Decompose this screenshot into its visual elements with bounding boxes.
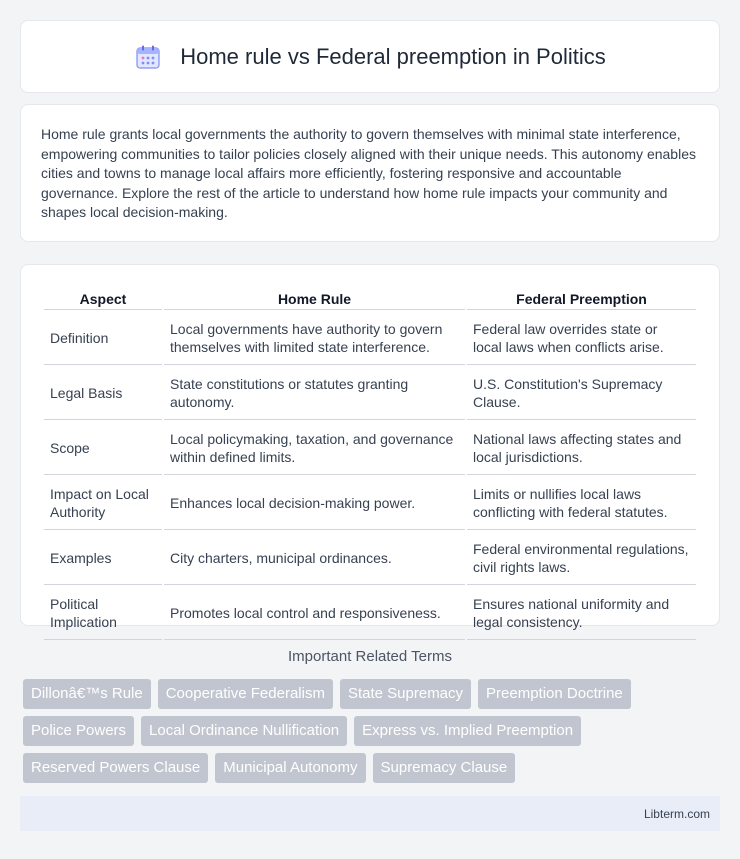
table-row <box>44 422 696 475</box>
cell-aspect: Impact on Local Authority <box>44 477 162 530</box>
title-card <box>20 20 720 93</box>
related-term-tag[interactable]: Reserved Powers Clause <box>23 753 208 783</box>
comparison-table-card <box>20 264 720 630</box>
cell-aspect: Legal Basis <box>44 367 162 420</box>
table-row <box>44 587 696 640</box>
table-row <box>44 367 696 420</box>
cell-aspect: Scope <box>44 422 162 475</box>
cell-federal-preemption: Federal law overrides state or local laws when conflicts arise. <box>467 312 696 365</box>
related-term-tag[interactable]: Local Ordinance Nullification <box>141 716 347 746</box>
related-terms-section <box>20 648 720 783</box>
table-header-row <box>44 287 696 310</box>
cell-federal-preemption: Limits or nullifies local laws conflicting with federal statutes. <box>467 477 696 530</box>
header-aspect: Aspect <box>44 287 162 310</box>
related-term-tag[interactable]: Preemption Doctrine <box>478 679 631 709</box>
cell-aspect: Examples <box>44 532 162 585</box>
cell-home-rule: Local policymaking, taxation, and governance within defined limits. <box>164 422 465 475</box>
table-row <box>44 477 696 530</box>
comparison-table <box>42 285 698 642</box>
related-term-tag[interactable]: Dillonâ€™s Rule <box>23 679 151 709</box>
cell-home-rule: Local governments have authority to govern themselves with limited state interference. <box>164 312 465 365</box>
related-term-tag[interactable]: Municipal Autonomy <box>215 753 365 783</box>
cell-home-rule: City charters, municipal ordinances. <box>164 532 465 585</box>
cell-federal-preemption: Ensures national uniformity and legal consistency. <box>467 587 696 640</box>
cell-home-rule: State constitutions or statutes granting autonomy. <box>164 367 465 420</box>
cell-aspect: Definition <box>44 312 162 365</box>
table-row <box>44 312 696 365</box>
table-row <box>44 532 696 585</box>
cell-home-rule: Promotes local control and responsiveness. <box>164 587 465 640</box>
related-term-tag[interactable]: State Supremacy <box>340 679 471 709</box>
header-federal-preemption: Federal Preemption <box>467 287 696 310</box>
intro-text: Home rule grants local governments the authority to govern themselves with minimal state interference, empowering communities to tailor policies closely aligned with their unique needs. This autonomy enables cities and towns to manage local affairs more efficiently, fostering responsive and accountable governance. Explore the rest of the article to understand how home rule impacts your community and shapes local decision-making. <box>41 126 696 221</box>
cell-federal-preemption: Federal environmental regulations, civil rights laws. <box>467 532 696 585</box>
footer-site-link[interactable]: Libterm.com <box>643 806 710 821</box>
header-home-rule: Home Rule <box>164 287 465 310</box>
related-term-tag[interactable]: Express vs. Implied Preemption <box>354 716 581 746</box>
related-term-tag[interactable]: Supremacy Clause <box>373 753 516 783</box>
related-terms-heading: Important Related Terms <box>288 648 452 665</box>
page-title: Home rule vs Federal preemption in Politics <box>180 43 606 69</box>
cell-aspect: Political Implication <box>44 587 162 640</box>
calendar-icon <box>134 43 162 71</box>
cell-federal-preemption: U.S. Constitution's Supremacy Clause. <box>467 367 696 420</box>
footer <box>20 796 720 831</box>
related-term-tag[interactable]: Police Powers <box>23 716 134 746</box>
related-terms-list <box>20 679 720 783</box>
related-term-tag[interactable]: Cooperative Federalism <box>158 679 333 709</box>
cell-home-rule: Enhances local decision-making power. <box>164 477 465 530</box>
intro-card <box>20 104 720 242</box>
cell-federal-preemption: National laws affecting states and local jurisdictions. <box>467 422 696 475</box>
